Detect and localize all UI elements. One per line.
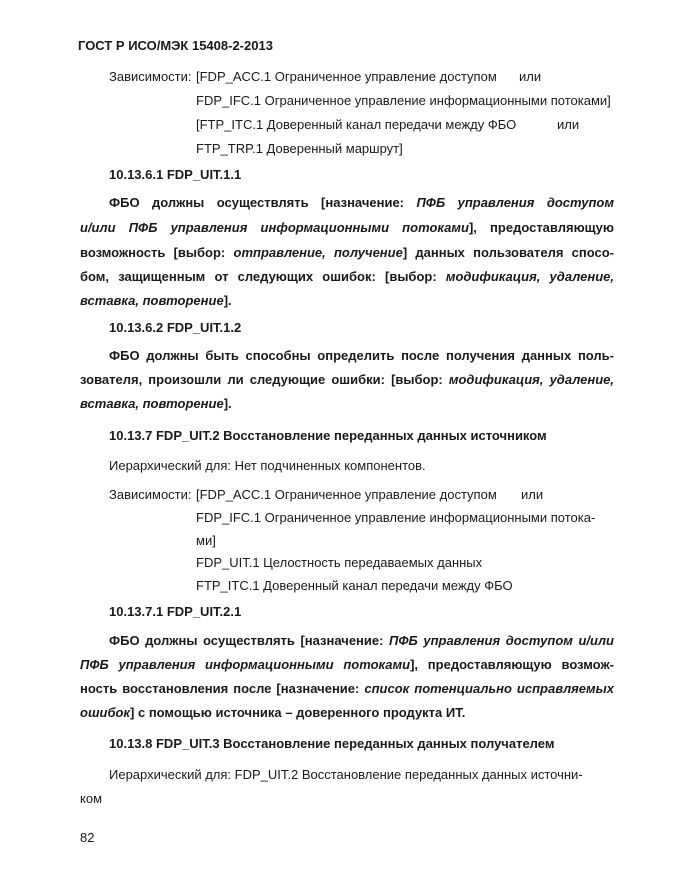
- dependency-line: FTP_TRP.1 Доверенный маршрут]: [196, 141, 403, 156]
- paragraph-line: и/или ПФБ управления информационными потоками], предоставляющую: [80, 220, 614, 235]
- dependency-line: FDP_IFC.1 Ограниченное управление информационными потока-: [196, 510, 596, 525]
- dependency-line: ми]: [196, 533, 216, 548]
- hierarchy-line: ком: [80, 791, 103, 806]
- dependency-line: FDP_IFC.1 Ограниченное управление информационными потоками]: [196, 93, 611, 108]
- or-word: или: [521, 487, 544, 502]
- paragraph-line: вставка, повторение].: [80, 396, 232, 411]
- paragraph-line: ФБО должны осуществлять [назначение: ПФБ управления доступом: [109, 195, 614, 210]
- section-title: 10.13.6.2 FDP_UIT.1.2: [109, 320, 242, 335]
- dependency-line: FTP_ITC.1 Доверенный канал передачи между ФБО: [196, 578, 513, 593]
- section-title: 10.13.7 FDP_UIT.2 Восстановление переданных данных источником: [109, 428, 547, 443]
- or-word: или: [519, 69, 542, 84]
- paragraph-line: ошибок] с помощью источника – доверенного продукта ИТ.: [80, 705, 466, 720]
- dependency-line: [FDP_ACC.1 Ограниченное управление доступом: [196, 69, 497, 84]
- paragraph-line: возможность [выбор: отправление, получение] данных пользователя спосо-: [80, 245, 615, 260]
- paragraph-line: бом, защищенным от следующих ошибок: [выбор: модификация, удаление,: [80, 269, 614, 284]
- paragraph-line: ность восстановления после [назначение: список потенциально исправляемых: [80, 681, 614, 696]
- dependency-line: FDP_UIT.1 Целостность передаваемых данных: [196, 555, 483, 570]
- dependencies-label: Зависимости:: [109, 69, 192, 84]
- hierarchy-line: Иерархический для: FDP_UIT.2 Восстановление переданных данных источни-: [109, 767, 583, 782]
- or-word: или: [557, 117, 580, 132]
- paragraph-line: ПФБ управления информационными потоками], предоставляющую возмож-: [80, 657, 615, 672]
- hierarchy-line: Иерархический для: Нет подчиненных компонентов.: [109, 458, 426, 473]
- paragraph-line: зователя, произошли ли следующие ошибки: [выбор: модификация, удаление,: [80, 372, 615, 387]
- paragraph-line: вставка, повторение].: [80, 293, 232, 308]
- paragraph-line: ФБО должны быть способны определить после получения данных поль-: [109, 348, 614, 363]
- section-title: 10.13.6.1 FDP_UIT.1.1: [109, 167, 242, 182]
- dependency-line: [FTP_ITC.1 Доверенный канал передачи между ФБО: [196, 117, 517, 132]
- dependencies-label: Зависимости:: [109, 487, 192, 502]
- dependency-line: [FDP_ACC.1 Ограниченное управление доступом: [196, 487, 497, 502]
- page-number: 82: [80, 830, 95, 845]
- section-title: 10.13.8 FDP_UIT.3 Восстановление переданных данных получателем: [109, 736, 555, 751]
- section-title: 10.13.7.1 FDP_UIT.2.1: [109, 604, 242, 619]
- document-header: ГОСТ Р ИСО/МЭК 15408-2-2013: [78, 38, 273, 53]
- paragraph-line: ФБО должны осуществлять [назначение: ПФБ управления доступом и/или: [109, 633, 614, 648]
